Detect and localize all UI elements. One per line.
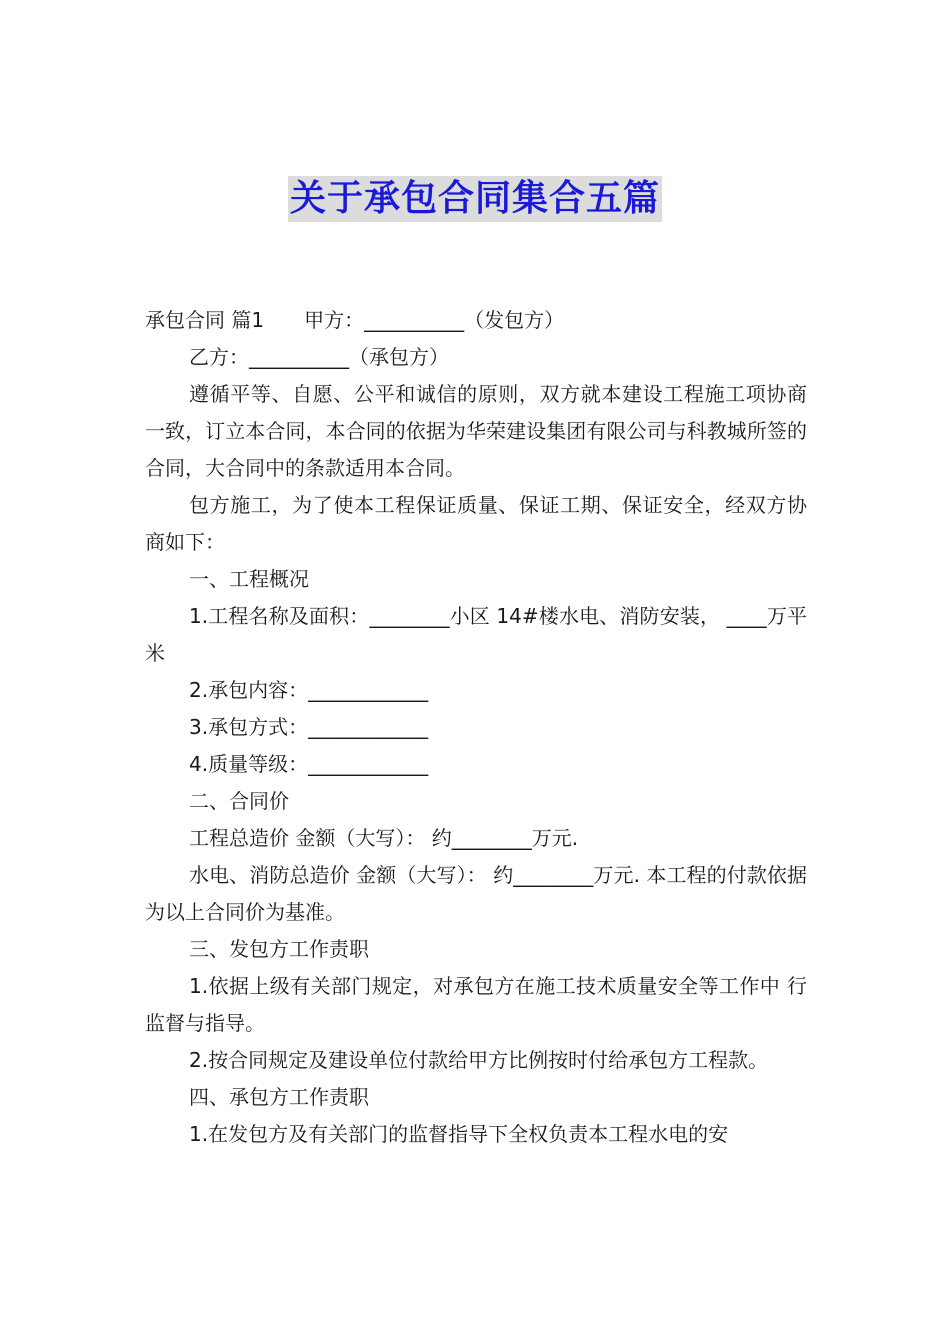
employer-duty-2: 2.按合同规定及建设单位付款给甲方比例按时付给承包方工程款。 [189, 1048, 769, 1072]
contract-header-line [145, 302, 807, 339]
employer-duty-1: 1.依据上级有关部门规定，对承包方在施工技术质量安全等工作中 行监督与指导。 [145, 974, 807, 1035]
title-container [0, 176, 950, 222]
quality-grade-item: 4.质量等级：____________ [189, 752, 429, 776]
total-cost-item: 工程总造价 金额（大写）： 约________万元. [189, 826, 579, 850]
purpose-paragraph: 包方施工，为了使本工程保证质量、保证工期、保证安全，经双方协商如下： [145, 493, 807, 554]
section-heading-contractor-duties: 四、承包方工作责职 [189, 1085, 369, 1109]
preamble-paragraph: 遵循平等、自愿、公平和诚信的原则，双方就本建设工程施工项协商一致，订立本合同，本合同的依据为华荣建设集团有限公司与科教城所签的合同，大合同中的条款适用本合同。 [145, 382, 807, 480]
section-heading-price: 二、合同价 [189, 789, 289, 813]
section-heading-employer-duties: 三、发包方工作责职 [189, 937, 369, 961]
document-title: 关于承包合同集合五篇 [288, 176, 662, 222]
document-body [145, 302, 807, 1153]
party-b-line: 乙方：__________（承包方） [189, 345, 449, 369]
contract-method-item: 3.承包方式：____________ [189, 715, 429, 739]
contract-section-label: 承包合同 篇1 [145, 308, 265, 332]
contractor-duty-1: 1.在发包方及有关部门的监督指导下全权负责本工程水电的安 [189, 1122, 729, 1146]
party-a-line: 甲方：__________（发包方） [304, 308, 565, 332]
project-name-item: 1.工程名称及面积：________小区 14#楼水电、消防安装， ____万平米 [145, 604, 807, 665]
contract-content-item: 2.承包内容：____________ [189, 678, 429, 702]
section-heading-overview: 一、工程概况 [189, 567, 309, 591]
utility-cost-item: 水电、消防总造价 金额（大写）： 约________万元. 本工程的付款依据为以上合同价为基准。 [145, 863, 807, 924]
